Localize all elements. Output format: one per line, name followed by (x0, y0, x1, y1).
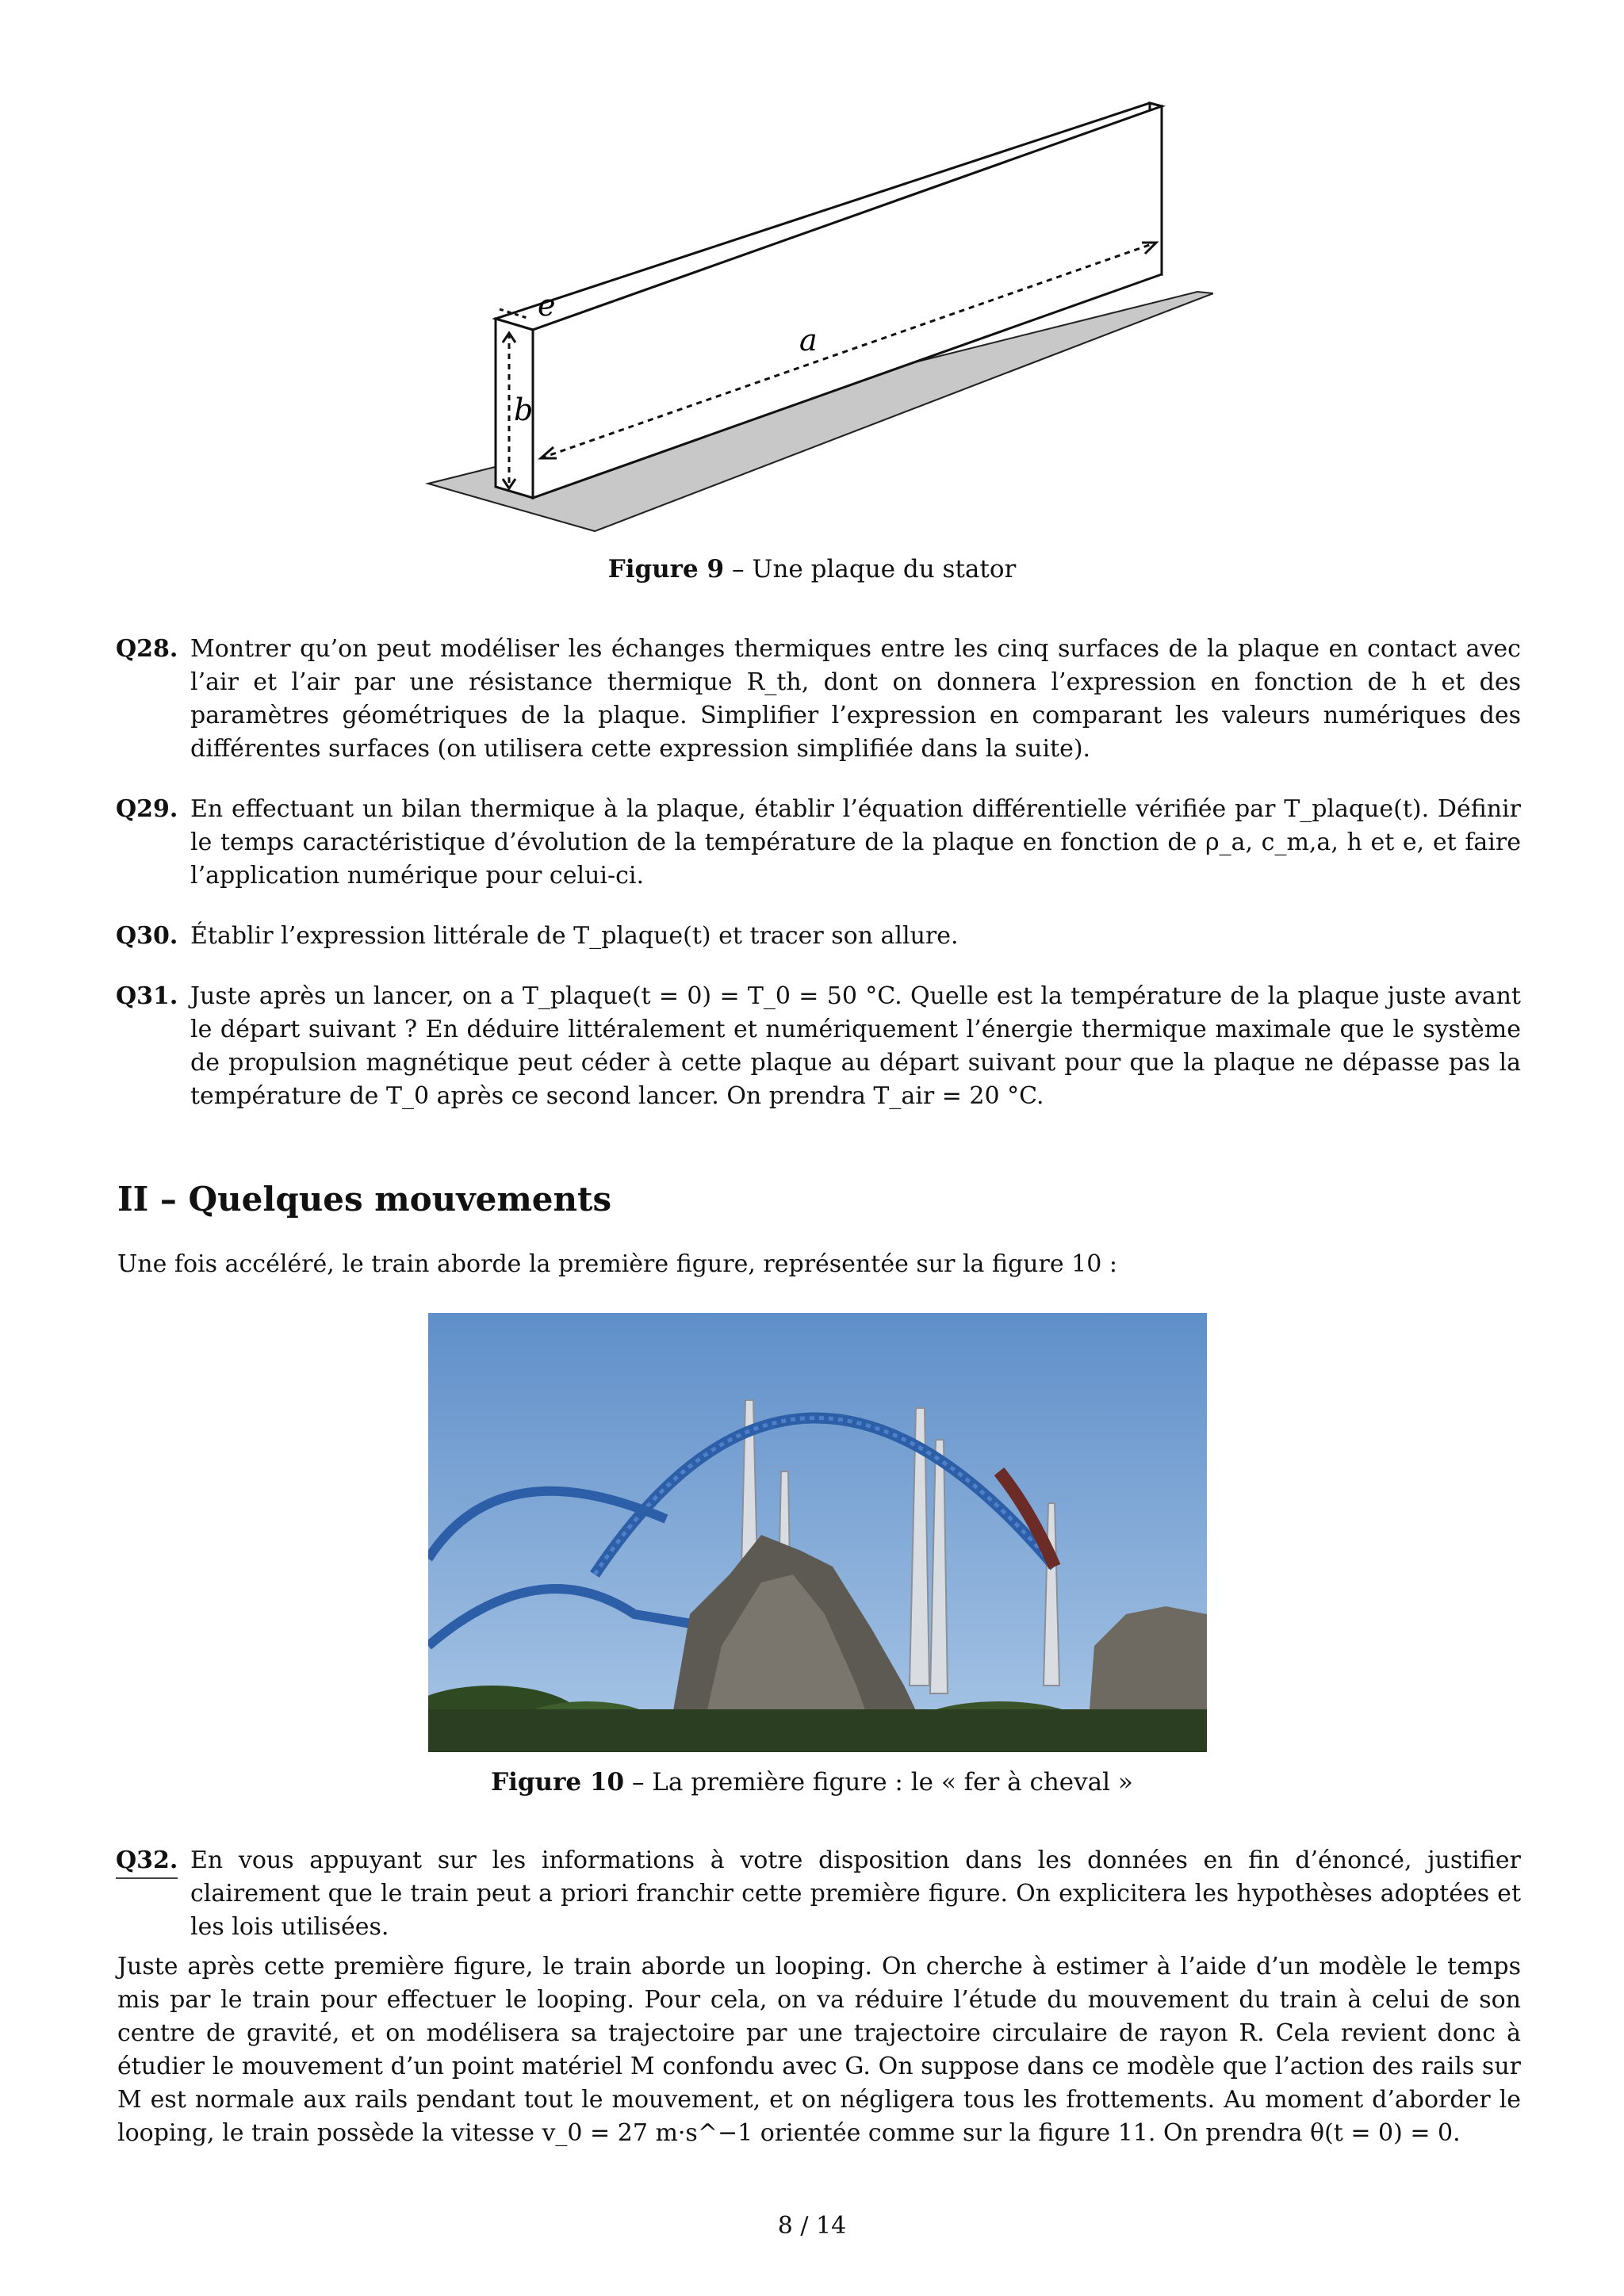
dim-b-label: b (514, 392, 534, 427)
question-text: Montrer qu’on peut modéliser les échanges thermiques entre les cinq surfaces de la plaque en contact avec l’air et l’air par une résistance thermique R_th, dont on donnera l’expression en fonction de h et des paramètres géométriques de la plaque. Simplifier l’expression en comparant les valeurs numériques des différentes surfaces (on utilisera cette expression simplifiée dans la suite). (190, 635, 1521, 763)
question-number: Q29. (116, 795, 178, 823)
question-number: Q30. (116, 922, 178, 950)
question-number: Q31. (116, 982, 178, 1010)
question-text: En vous appuyant sur les informations à votre disposition dans les données en fin d’énoncé, justifier clairement que le train peut a priori franchir cette première figure. On explicitera les hypothèses adoptées et les lois utilisées. (190, 1846, 1521, 1941)
question-q30 (117, 920, 1521, 953)
section-intro: Une fois accéléré, le train aborde la première figure, représentée sur la figure 10 : (117, 1250, 1117, 1278)
question-q31 (117, 980, 1521, 1113)
looping-paragraph: Juste après cette première figure, le train aborde un looping. On cherche à estimer à l’aide d’un modèle le temps mis par le train pour effectuer le looping. Pour cela, on va réduire l’étude du mouvement du train à celui de son centre de gravité, et on modélisera sa trajectoire par une trajectoire circulaire de rayon R. Cela revient donc à étudier le mouvement d’un point matériel M confondu avec G. On suppose dans ce modèle que l’action des rails sur M est normale aux rails pendant tout le mouvement, et on négligera tous les frottements. Au moment d’aborder le looping, le train possède la vitesse v_0 = 27 m·s^−1 orientée comme sur la figure 11. On prendra θ(t = 0) = 0. (117, 1953, 1521, 2147)
question-number: Q32. (116, 1844, 178, 1879)
question-q29 (117, 793, 1521, 893)
question-text: Établir l’expression littérale de T_plaque(t) et tracer son allure. (190, 922, 959, 950)
page-number: 8 / 14 (777, 2212, 847, 2240)
question-text: En effectuant un bilan thermique à la plaque, établir l’équation différentielle vérifiée par T_plaque(t). Définir le temps caractéristique d’évolution de la température de la plaque en fonction de ρ_a, c_m,a, h et e, et faire l’application numérique pour celui-ci. (190, 795, 1521, 890)
dim-a-label: a (799, 323, 818, 358)
figure-9-plate-diagram (420, 95, 1213, 539)
question-q28 (117, 633, 1521, 766)
question-number: Q28. (116, 635, 178, 663)
question-text: Juste après un lancer, on a T_plaque(t = 0) = T_0 = 50 °C. Quelle est la température de la plaque juste avant le départ suivant ? En déduire littéralement et numériquement l’énergie thermique maximale que le système de propulsion magnétique peut céder à cette plaque au départ suivant pour que la plaque ne dépasse pas la température de T_0 après ce second lancer. On prendra T_air = 20 °C. (190, 982, 1521, 1110)
figure-10-caption: Figure 10 – La première figure : le « fer à cheval » (491, 1768, 1133, 1797)
question-q32 (117, 1844, 1521, 1944)
figure-10-rollercoaster-photo (428, 1313, 1207, 1752)
section-title: II – Quelques mouvements (117, 1180, 612, 1219)
figure-9-caption: Figure 9 – Une plaque du stator (607, 555, 1017, 584)
dim-e-label: e (538, 288, 556, 323)
plate-front-face (533, 106, 1162, 498)
